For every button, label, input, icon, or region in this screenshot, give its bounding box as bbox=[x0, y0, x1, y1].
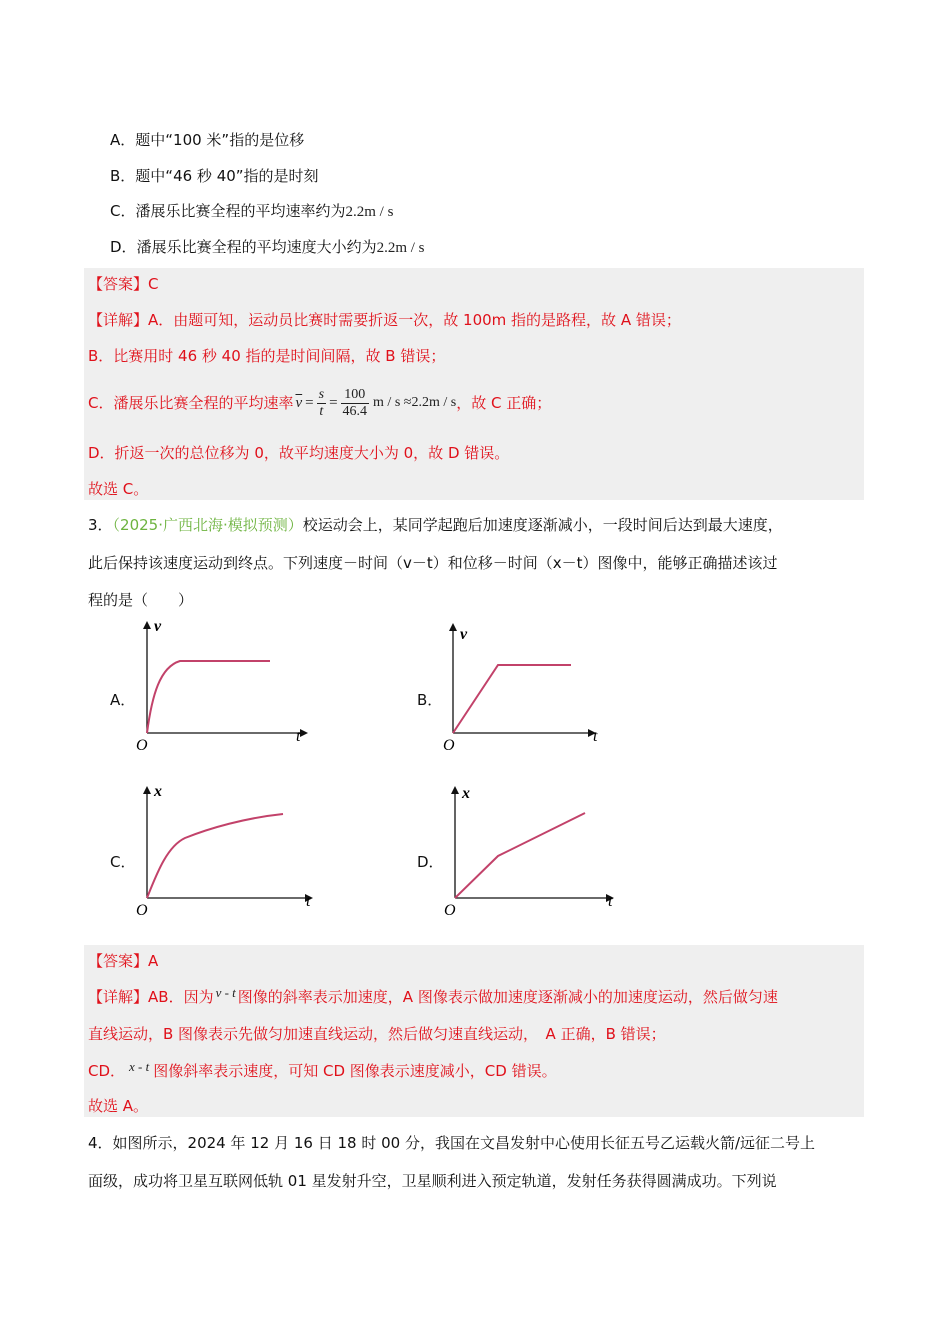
y-axis-arrow bbox=[449, 623, 457, 631]
answer-detail-line-3 bbox=[88, 1061, 557, 1082]
option-text: 潘展乐比赛全程的平均速率约为 bbox=[135, 202, 346, 220]
question-3-line-3: 程的是（ ） bbox=[88, 591, 194, 609]
detail-text: C．潘展乐比赛全程的平均速率 bbox=[88, 394, 294, 412]
graph-label-a: A． bbox=[110, 691, 136, 709]
curve-uniform-acceleration bbox=[453, 665, 571, 733]
origin-label: O bbox=[443, 737, 455, 754]
question-number: 4． bbox=[88, 1134, 113, 1152]
detail-label: 【详解】 bbox=[88, 988, 149, 1006]
question-4-line-2: 面级，成功将卫星互联网低轨 01 星发射升空，卫星顺利进入预定轨道，发射任务获得圆满成功。下列说 bbox=[88, 1172, 777, 1190]
graph-label-d: D． bbox=[417, 853, 444, 871]
curve-x-t-two-slopes bbox=[455, 813, 585, 898]
option-c bbox=[110, 201, 393, 222]
equals-sign: = bbox=[305, 395, 314, 411]
question-3-line-2: 此后保持该速度运动到终点。下列速度－时间（v－t）和位移－时间（x－t）图像中，能够正确描述该过 bbox=[88, 554, 778, 572]
graph-b-v-t bbox=[438, 615, 618, 755]
y-axis-arrow bbox=[143, 786, 151, 794]
answer-detail-line-1 bbox=[88, 310, 681, 330]
detail-math: x - t bbox=[129, 1059, 150, 1074]
curve-decreasing-acceleration bbox=[147, 661, 270, 733]
detail-text: 图像的斜率表示加速度，A 图像表示做加速度逐渐减小的加速度运动，然后做匀速 bbox=[237, 988, 778, 1006]
x-axis-label: t bbox=[296, 728, 301, 745]
x-axis-label: t bbox=[593, 728, 598, 745]
question-4-line-1 bbox=[88, 1133, 815, 1153]
option-math: 2.2m / s bbox=[376, 240, 425, 256]
detail-math: v - t bbox=[215, 985, 236, 1000]
frac-den: 46.4 bbox=[342, 403, 368, 419]
fraction-s-over-t bbox=[317, 387, 326, 420]
y-axis-label: x bbox=[462, 785, 470, 802]
answer-detail-line-4: D．折返一次的总位移为 0，故平均速度大小为 0，故 D 错误。 bbox=[88, 444, 510, 462]
graph-label-b: B． bbox=[417, 691, 443, 709]
option-text: 题中“46 秒 40”指的是时刻 bbox=[135, 167, 319, 185]
option-d bbox=[110, 237, 425, 258]
question-number: 3． bbox=[88, 516, 113, 534]
fraction-100-over-46 bbox=[341, 387, 370, 420]
option-text: 潘展乐比赛全程的平均速度大小约为 bbox=[136, 238, 377, 256]
question-text: 校运动会上，某同学起跑后加速度逐渐减小，一段时间后达到最大速度， bbox=[302, 516, 783, 534]
origin-label: O bbox=[444, 902, 456, 919]
graph-label-c: C． bbox=[110, 853, 136, 871]
y-axis-arrow bbox=[451, 786, 459, 794]
option-math: 2.2m / s bbox=[345, 204, 394, 220]
x-axis-label: t bbox=[608, 893, 613, 910]
detail-text: AB．因为 bbox=[148, 988, 214, 1006]
answer-conclusion: 故选 A。 bbox=[88, 1097, 149, 1115]
y-axis-label: v bbox=[460, 626, 468, 643]
curve-x-t-decreasing-slope bbox=[147, 814, 283, 898]
answer-detail-line-2: 直线运动，B 图像表示先做匀加速直线运动，然后做匀速直线运动， A 正确，B 错误； bbox=[88, 1025, 666, 1043]
option-key: C． bbox=[110, 202, 136, 220]
detail-text: A．由题可知，运动员比赛时需要折返一次，故 100m 指的是路程，故 A 错误； bbox=[148, 311, 681, 329]
answer-detail-line-3 bbox=[88, 383, 551, 423]
mean-velocity-symbol: $\overline{v}$ bbox=[295, 395, 303, 411]
option-text: 题中“100 米”指的是位移 bbox=[135, 131, 305, 149]
question-text: 如图所示，2024 年 12 月 16 日 18 时 00 分，我国在文昌发射中心使用长征五号乙运载火箭/远征二号上 bbox=[112, 1134, 816, 1152]
detail-text: CD． bbox=[88, 1062, 126, 1080]
answer-detail-line-1 bbox=[88, 987, 778, 1008]
y-axis-label: v bbox=[154, 618, 162, 635]
graph-d-x-t bbox=[438, 780, 628, 920]
answer-conclusion: 故选 C。 bbox=[88, 480, 149, 498]
detail-text: 图像斜率表示速度，可知 CD 图像表示速度减小，CD 错误。 bbox=[153, 1062, 557, 1080]
equals-sign: = bbox=[329, 395, 338, 411]
answer-detail-line-2: B．比赛用时 46 秒 40 指的是时间间隔，故 B 错误； bbox=[88, 347, 446, 365]
y-axis-arrow bbox=[143, 621, 151, 629]
frac-num: 100 bbox=[341, 387, 370, 404]
detail-label: 【详解】 bbox=[88, 311, 149, 329]
origin-label: O bbox=[136, 902, 148, 919]
frac-den: t bbox=[319, 403, 324, 419]
answer-label: 【答案】A bbox=[88, 952, 159, 970]
answer-label: 【答案】C bbox=[88, 275, 159, 293]
option-key: D． bbox=[110, 238, 137, 256]
question-source: （2025·广西北海·模拟预测） bbox=[112, 516, 303, 534]
graph-a-v-t bbox=[130, 615, 310, 755]
option-key: A． bbox=[110, 131, 136, 149]
graph-c-x-t bbox=[130, 780, 320, 920]
x-axis-label: t bbox=[306, 893, 311, 910]
unit-text: m / s ≈2.2m / s bbox=[373, 395, 457, 410]
x-axis-arrow bbox=[300, 729, 308, 737]
detail-text: ，故 C 正确； bbox=[456, 394, 552, 412]
option-a bbox=[110, 130, 304, 150]
origin-label: O bbox=[136, 737, 148, 754]
question-3-line-1 bbox=[88, 515, 783, 535]
y-axis-label: x bbox=[154, 783, 162, 800]
option-b bbox=[110, 166, 319, 186]
option-key: B． bbox=[110, 167, 136, 185]
frac-num: s bbox=[318, 386, 325, 402]
